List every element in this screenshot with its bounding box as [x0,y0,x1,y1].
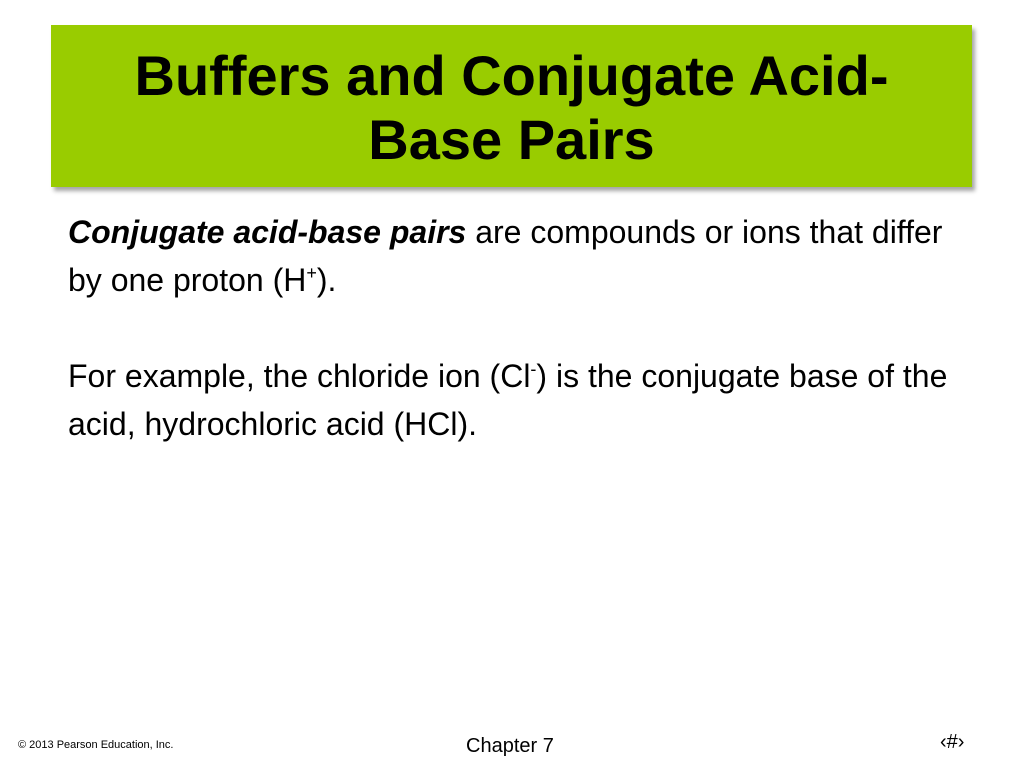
definition-text-end: ). [316,262,337,298]
slide-title [135,40,889,172]
chloride-charge-superscript: - [530,359,537,379]
title-banner [51,25,972,187]
slide-title-line-1: Buffers and Conjugate Acid- [134,44,889,107]
slide-body [68,208,968,448]
example-text-end: ) is the conjugate base of the acid, hydrochloric acid (HCl). [68,358,948,442]
example-paragraph [68,352,968,448]
slide-title-line-2: Base Pairs [368,108,655,171]
slide-number: ‹#› [940,731,965,753]
chapter-label: Chapter 7 [466,735,554,757]
example-text: For example, the chloride ion (Cl [68,358,531,394]
copyright-notice: © 2013 Pearson Education, Inc. [18,739,174,751]
defined-term: Conjugate acid-base pairs [68,214,467,250]
definition-text: are compounds or ions that differ by one proton (H [68,214,943,298]
definition-paragraph [68,208,968,304]
proton-charge-superscript: + [306,263,317,283]
